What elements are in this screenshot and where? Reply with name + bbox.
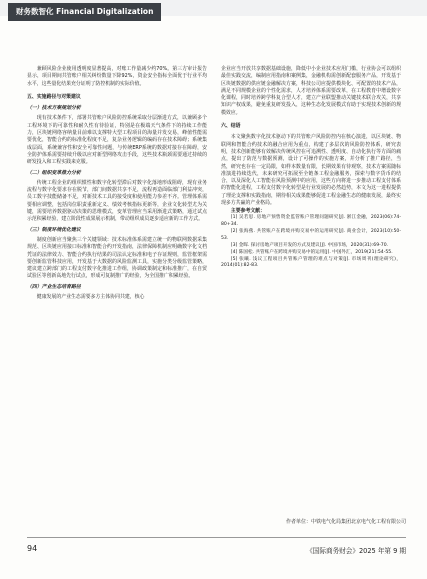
author-affiliation: 作者单位：中铁电气化局集团北京电气化工程有限公司 — [285, 519, 406, 525]
references-title: 主要参考文献： — [230, 207, 266, 214]
right-column — [221, 66, 401, 270]
body-paragraph: 制度创新应当聚焦三个关键领域：技术标准体系需建立统一的物联网数据采集规范、区块链应用接口标准和智能合约开发指南，法律保障机制应明确数字化文档凭证的法律效力、智能合约执行结果的司法认定标准和电子存证规则，监管框架需要创新监管科技应用，开发基于大数据的风险监测工具，实施分类分级监管策略，建议建立跨部门的工程支付数字化推进工作组，协调政策制定和标准推广，在自贸试验区等创新高地先行试点，形成可复制推广的经验，为全国推广积累经验。 — [27, 236, 207, 280]
footer-divider — [27, 537, 406, 538]
section-tag: 财务数智化 Financial Digitalization — [8, 3, 161, 21]
journal-name: 《国际商务财会》2025 年第 9 期 — [306, 547, 406, 555]
body-paragraph: 企业应当开放共享数据基础设施，降低中小企业技术应用门槛，行业协会可以组织最佳实践交流，编制应用指南和案例集，金融机构需创新配套服务产品，开发基于区块链数据的供应链金融解决方案，科技公司应提供模块化、可配置的技术产品，满足不同规模企业的个性化需求，人才培养体系需要改革，在工程教育中增设数字化课程，同时培养跨学科复合型人才，建立产业联盟推动关键技术联合攻关，共享知识产权成果，避免重复研发投入，这种生态化发展模式有助于实现技术创新的规模效应。 — [221, 66, 401, 116]
body-paragraph: 现有技术条件下，部署共管账户风险防控系统采取分层渐进方式，以兼顾多个工程环境下的可靠性和耐久性有待验证，特别是在极端天气条件下的持续工作能力，区块链网络容纳量目前难以支撑特大型工程项目的海量并发交易，峰值性能需要优化，智能合约的标准化程度不足，复杂业务逻辑的编码存在技术障碍；系统集成层面，系统兼容性和安全可靠性问题，与传统ERP系统的数据对接存在障碍，安全防护体系需要持续升级以应对新型网络攻击手段，这些技术瓶颈需要通过持续的研发投入和工程实践来克服。 — [27, 115, 207, 166]
body-paragraph: 健康发展的产业生态需要多方主体协同共建，核心 — [36, 294, 145, 301]
reference-item: [4] 陈国松. 共管账户在跨境并购交易中的运用[J]. 中国外汇，2019(21):54-55. — [230, 249, 393, 255]
right-column-body — [221, 66, 401, 207]
references — [221, 208, 401, 270]
subsection-heading: （四）产业生态培育路径 — [27, 283, 81, 290]
page-number: 94 — [27, 544, 38, 553]
section-heading: 五、实施路径与对策建议 — [27, 93, 81, 100]
body-paragraph: 传统工程企业的组织惯性和数字化转型滞后对数字化落地形成阻碍，现有业务流程与数字化要求存在脱节，部门间数据共享不足，流程再造面临部门利益冲突，员工数字技能储备不足，对新技术工具的接受度和使用能力参差不齐。管理体系需要相应调整，包括岗位职责重新定义、绩效考核指标更新等，企业文化转型尤为关键，需要培养数据驱动决策的思维模式，变革管理应当采用渐进式策略，通过试点示范积累经验，建立阶段性成果展示机制，带动组织成员逐步适应新的工作方式。 — [27, 179, 207, 223]
reference-item: [1] 吴若思. 房地产预售资金监管账户管理问题研究[J]. 浙江金融，2023(06):74-80+34. — [221, 215, 401, 228]
subsection-heading: （二）组织变革推力分析 — [27, 169, 81, 176]
body-paragraph: 兼顾风险企业使用透明度显著提高，对账工作量减少约70%。第三方审计报告显示，项目期间共管账户相关纠纷数量下降92%，资金安全指标全面优于行业平均水平，这些量化结果充分证明了防控机制的实际价值。 — [27, 66, 207, 87]
left-column — [27, 66, 207, 302]
subsection-heading: （一）技术方案规划分析 — [27, 105, 81, 112]
section-heading: 六、结语 — [221, 123, 241, 130]
reference-item: [3] 金晖. 探讨房地产项目开发的方式及建议[J]. 中国市场，2020(31):69-70. — [230, 242, 389, 248]
reference-item: [2] 张海燕. 共管账户在跨境并购交易中的运用研究[J]. 商业会计，2023(10):50-53. — [221, 229, 401, 241]
body-paragraph: 本文聚焦数字化技术驱动下的共管账户风险防控内在核心演进，以区块链、物联网和智能合约技术的融合应用为重点，构建了多层次的风险防控体系，研究表明，技术创新能够有效解决传统风控在可追溯性、透明度、自动化执行等方面的痛点，提出了防范与数据预测，设计了可操作的实施方案，并分析了推广路径，当然，研究也存在一定局限，如样本数量有限，长期效果有待观察，技术方案需随标准演进持续迭代，未来研究可拓展至全链条工程金融服务，探索与数字货币的结合，以及深化人工智能在风险预测中的应用，这些方向将进一步推动工程支付体系的智能化进程，工程支付数字化转型是行业发展的必然趋势，本文为这一进程提供了理论支撑和实践指南，期待相关成果能够促进工程金融生态的健康发展，最终实现多方共赢的产业格局。 — [221, 134, 401, 207]
subsection-heading: （三）制度环境优化建议 — [27, 226, 81, 233]
reference-item: [5] 张曦. 浅议工程项目共管账户管理的难点与对策[J]. 市场周刊(理论研究)，2014(01):82-83. — [221, 256, 401, 269]
